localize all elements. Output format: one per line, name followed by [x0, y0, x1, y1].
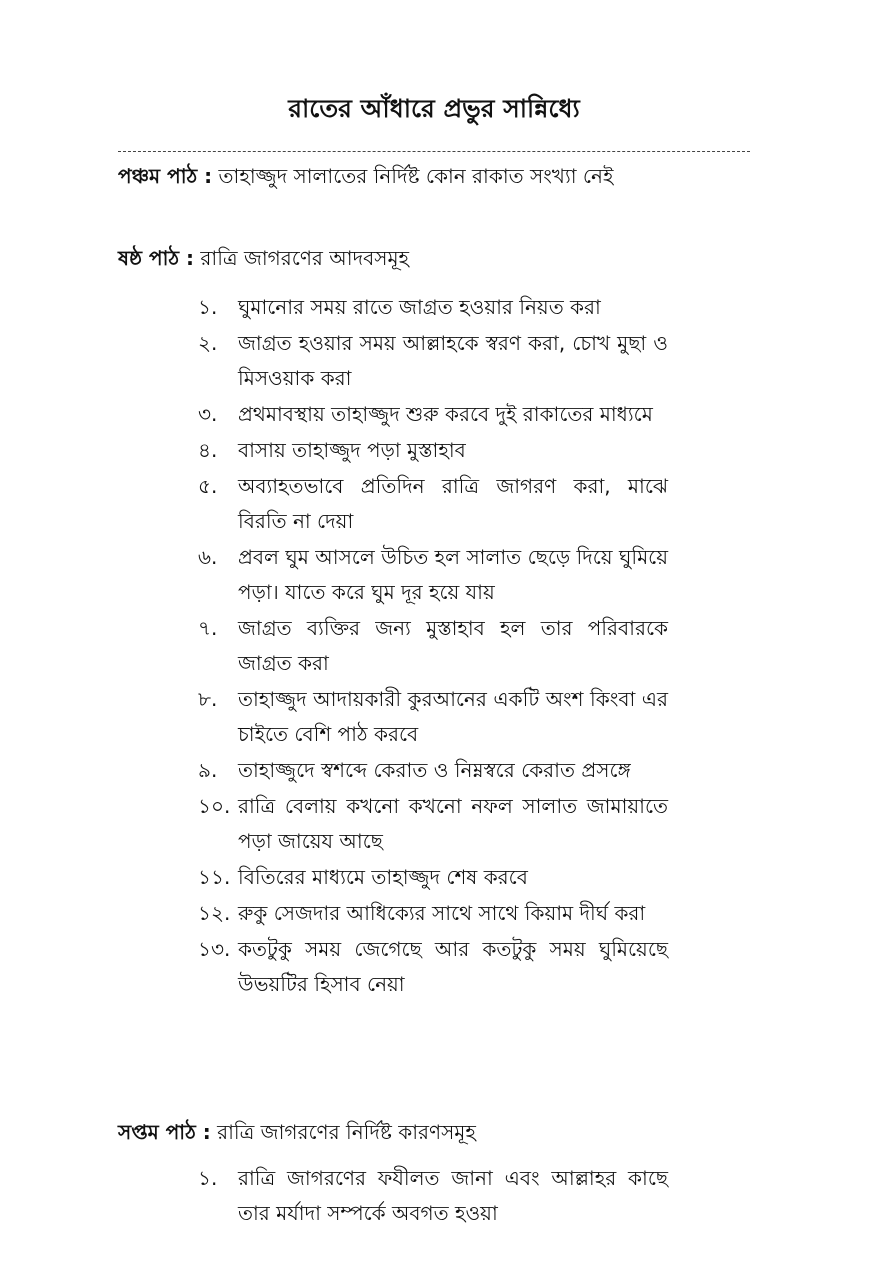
- list-item-text: জাগ্রত ব্যক্তির জন্য মুস্তাহাব হল তার পরিবারকে জাগ্রত করা: [238, 616, 668, 675]
- list-item-number: ৯.: [198, 758, 218, 782]
- list-item: [198, 326, 668, 396]
- lesson-five-heading: [118, 158, 678, 194]
- list-item-text: জাগ্রত হওয়ার সময় আল্লাহকে স্বরণ করা, চোখ মুছা ও মিসওয়াক করা: [238, 331, 668, 390]
- list-item: [198, 789, 668, 859]
- list-item-text: কতটুকু সময় জেগেছে আর কতটুকু সময় ঘুমিয়েছে উভয়টির হিসাব নেয়া: [238, 937, 668, 996]
- list-item-number: ১.: [198, 1166, 218, 1190]
- list-item: [198, 397, 668, 432]
- list-item-number: ৪.: [198, 438, 218, 462]
- list-item: [198, 290, 668, 325]
- lesson-six-label: ষষ্ঠ পাঠ :: [118, 246, 195, 270]
- list-item-text: রাত্রি বেলায় কখনো কখনো নফল সালাত জামায়াতে পড়া জায়েয আছে: [238, 794, 668, 853]
- list-item-number: ৬.: [198, 545, 218, 569]
- list-item: [198, 433, 668, 468]
- lesson-five-title: তাহাজ্জুদ সালাতের নির্দিষ্ট কোন রাকাত সংখ্যা নেই: [212, 164, 614, 188]
- list-item: [198, 932, 668, 1002]
- list-item-number: ১২.: [198, 901, 231, 925]
- lesson-seven-title: রাত্রি জাগরণের নির্দিষ্ট কারণসমূহ: [210, 1120, 476, 1144]
- list-item-number: ১১.: [198, 865, 231, 889]
- list-item-number: ১.: [198, 295, 218, 319]
- header-divider: [118, 151, 750, 152]
- lesson-six-title: রাত্রি জাগরণের আদবসমূহ: [194, 246, 410, 270]
- list-item-text: তাহাজ্জুদ আদায়কারী কুরআনের একটি অংশ কিংবা এর চাইতে বেশি পাঠ করবে: [238, 687, 668, 746]
- list-item-number: ৭.: [198, 616, 218, 640]
- list-item-number: ১০.: [198, 794, 231, 818]
- lesson-seven-heading: [118, 1114, 678, 1150]
- list-item-text: তাহাজ্জুদে স্বশব্দে কেরাত ও নিম্নস্বরে কেরাত প্রসঙ্গে: [238, 758, 631, 782]
- list-item: [198, 896, 668, 931]
- list-item-text: প্রবল ঘুম আসলে উচিত হল সালাত ছেড়ে দিয়ে ঘুমিয়ে পড়া। যাতে করে ঘুম দূর হয়ে যায়: [238, 545, 668, 604]
- list-item-text: রাত্রি জাগরণের ফযীলত জানা এবং আল্লাহর কাছে তার মর্যাদা সম্পর্কে অবগত হওয়া: [238, 1166, 668, 1225]
- lesson-seven-label: সপ্তম পাঠ :: [118, 1120, 211, 1144]
- list-item: [198, 753, 668, 788]
- list-item: [198, 469, 668, 539]
- list-item-number: ২.: [198, 331, 218, 355]
- lesson-six-heading: [118, 240, 678, 276]
- list-item-number: ৮.: [198, 687, 218, 711]
- list-item: [198, 1161, 668, 1231]
- list-item-number: ১৩.: [198, 937, 231, 961]
- list-item-text: ঘুমানোর সময় রাতে জাগ্রত হওয়ার নিয়ত করা: [238, 295, 601, 319]
- lesson-six-list: [198, 290, 668, 1003]
- lesson-seven-list: [198, 1161, 668, 1232]
- list-item: [198, 540, 668, 610]
- running-header: রাতের আঁধারে প্রভুর সান্নিধ্যে: [288, 94, 580, 123]
- lesson-five-label: পঞ্চম পাঠ :: [118, 164, 213, 188]
- list-item-text: অব্যাহতভাবে প্রতিদিন রাত্রি জাগরণ করা, মাঝে বিরতি না দেয়া: [238, 474, 668, 533]
- list-item: [198, 682, 668, 752]
- list-item-text: রুকু সেজদার আধিক্যের সাথে সাথে কিয়াম দীর্ঘ করা: [238, 901, 646, 925]
- list-item-text: প্রথমাবস্থায় তাহাজ্জুদ শুরু করবে দুই রাকাতের মাধ্যমে: [238, 402, 653, 426]
- list-item: [198, 860, 668, 895]
- list-item-text: বিতিরের মাধ্যমে তাহাজ্জুদ শেষ করবে: [238, 865, 528, 889]
- list-item-number: ৫.: [198, 474, 218, 498]
- list-item: [198, 611, 668, 681]
- list-item-number: ৩.: [198, 402, 218, 426]
- list-item-text: বাসায় তাহাজ্জুদ পড়া মুস্তাহাব: [238, 438, 466, 462]
